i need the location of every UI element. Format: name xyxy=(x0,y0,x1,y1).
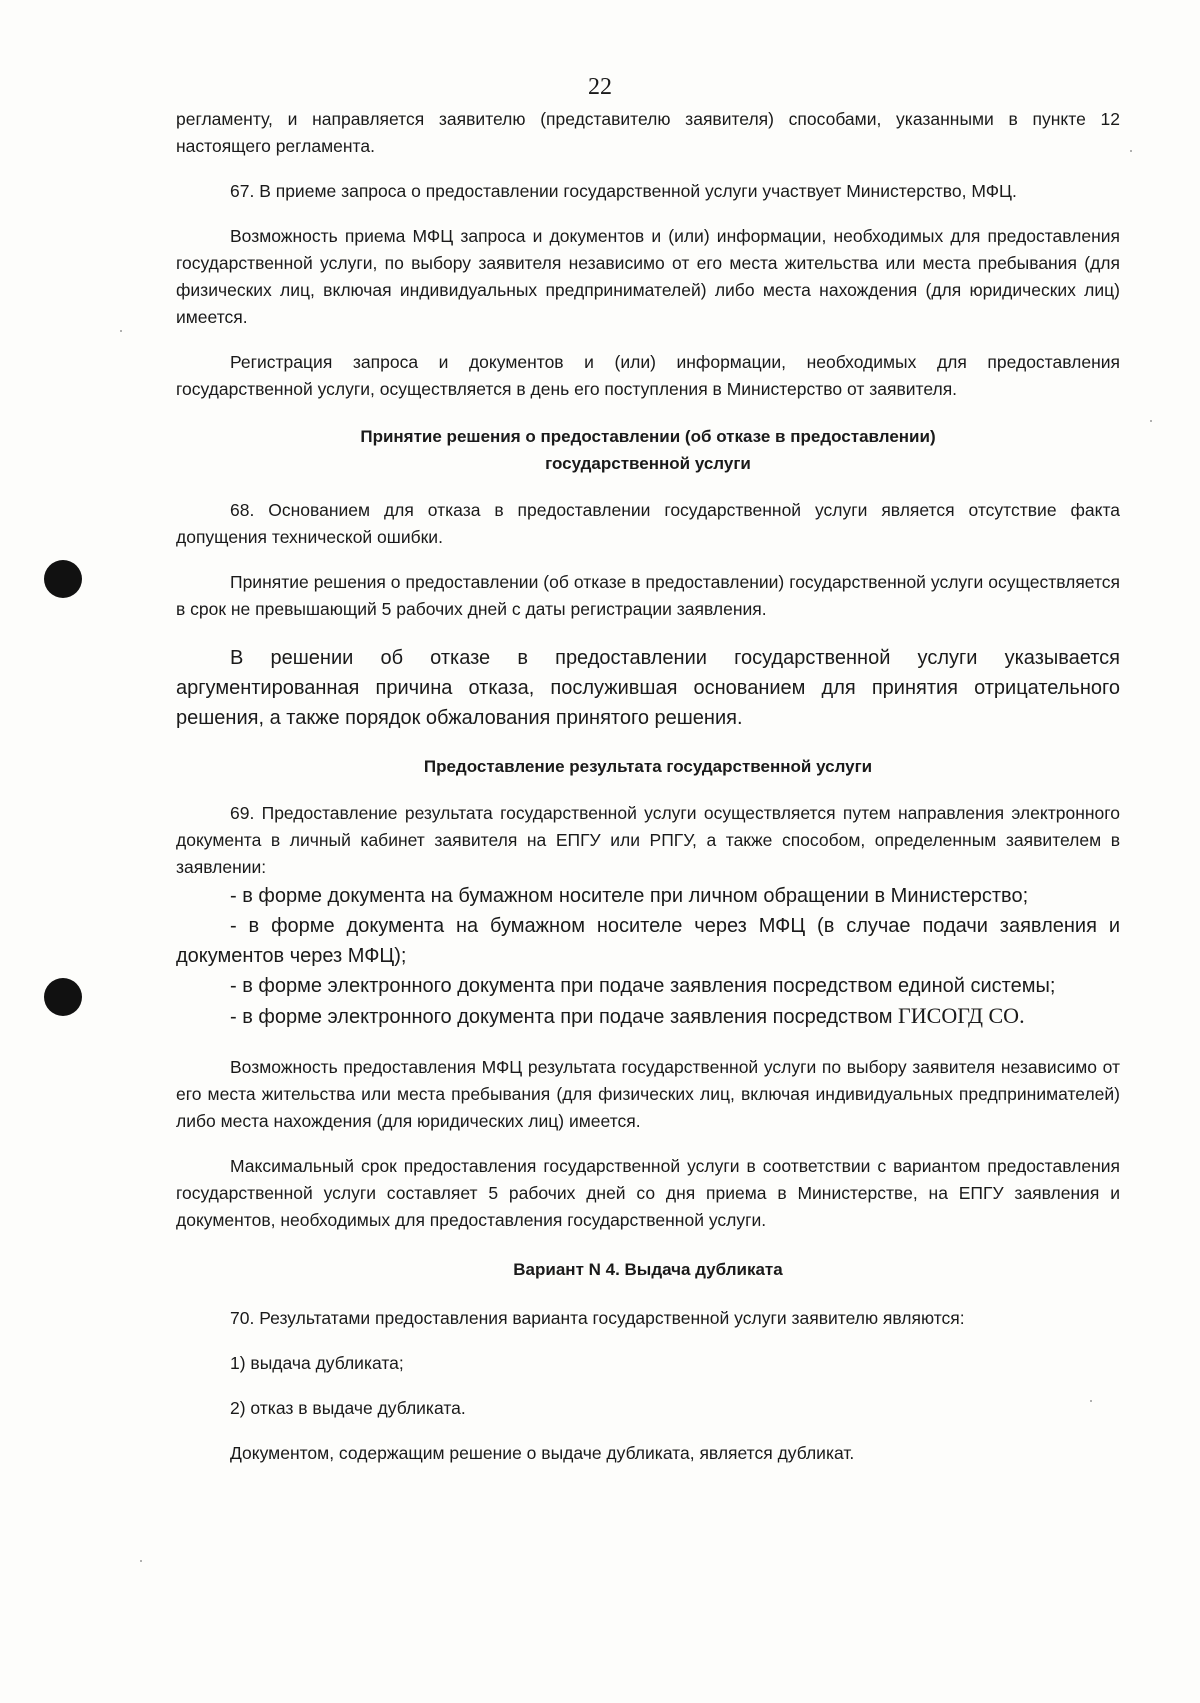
paragraph: 2) отказ в выдаче дубликата. xyxy=(230,1398,466,1418)
list-item xyxy=(176,1001,1120,1032)
scan-speck xyxy=(120,330,122,332)
scan-speck xyxy=(1150,420,1152,422)
paragraph: регламенту, и направляется заявителю (представителю заявителя) способами, указанными в пункте 12 настоящего регламента. xyxy=(176,109,1120,156)
list-item: - в форме документа на бумажном носителе при личном обращении в Министерство; xyxy=(230,885,1029,907)
section-heading xyxy=(176,423,1120,477)
scan-speck xyxy=(140,1560,142,1562)
paragraph: Документом, содержащим решение о выдаче дубликата, является дубликат. xyxy=(230,1443,855,1463)
punch-hole xyxy=(44,560,82,598)
paragraph: 68. Основанием для отказа в предоставлении государственной услуги является отсутствие факта допущения технической ошибки. xyxy=(176,500,1120,547)
paragraph: 70. Результатами предоставления варианта государственной услуги заявителю являются: xyxy=(230,1308,965,1328)
list-item: - в форме документа на бумажном носителе через МФЦ (в случае подачи заявления и документов через МФЦ); xyxy=(176,915,1120,967)
page-number: 22 xyxy=(588,74,612,100)
list-item: - в форме электронного документа при подаче заявления посредством единой системы; xyxy=(230,975,1056,997)
paragraph: Регистрация запроса и документов и (или) информации, необходимых для предоставления государственной услуги, осуществляется в день его поступления в Министерство от заявителя. xyxy=(176,352,1120,399)
list-item-text: - в форме электронного документа при подаче заявления посредством xyxy=(230,1006,899,1028)
paragraph: В решении об отказе в предоставлении государственной услуги указывается аргументированная причина отказа, послужившая основанием для принятия отрицательного решения, а также порядок обжалования принятого решения. xyxy=(176,647,1120,729)
paragraph: Максимальный срок предоставления государственной услуги в соответствии с вариантом предоставления государственной услуги составляет 5 рабочих дней со дня приема в Министерстве, на ЕПГУ заявления и документов, необходимых для предоставления государственной услуги. xyxy=(176,1156,1120,1230)
scan-speck xyxy=(1130,150,1132,152)
paragraph: 67. В приеме запроса о предоставлении государственной услуги участвует Министерство, МФЦ. xyxy=(230,181,1017,201)
heading-line: государственной услуги xyxy=(545,454,751,473)
paragraph: 69. Предоставление результата государственной услуги осуществляется путем направления электронного документа в личный кабинет заявителя на ЕПГУ или РПГУ, а также способом, определенным заявителем в заявлении: xyxy=(176,803,1120,877)
heading-line: Принятие решения о предоставлении (об отказе в предоставлении) xyxy=(360,427,936,446)
paragraph: Возможность приема МФЦ запроса и документов и (или) информации, необходимых для предоставления государственной услуги, по выбору заявителя независимо от его места жительства или места пребывания (для физических лиц, включая индивидуальных предпринимателей) либо места нахождения (для юридических лиц) имеется. xyxy=(176,226,1120,327)
document-body xyxy=(176,106,1120,1467)
paragraph: 1) выдача дубликата; xyxy=(230,1353,404,1373)
section-heading: Предоставление результата государственной услуги xyxy=(423,757,873,776)
punch-hole xyxy=(44,978,82,1016)
scan-speck xyxy=(1090,1400,1092,1402)
list-item-tail: ГИСОГД СО. xyxy=(898,1003,1025,1028)
section-heading: Вариант N 4. Выдача дубликата xyxy=(513,1260,783,1279)
paragraph: Принятие решения о предоставлении (об отказе в предоставлении) государственной услуги осуществляется в срок не превышающий 5 рабочих дней с даты регистрации заявления. xyxy=(176,572,1120,619)
paragraph: Возможность предоставления МФЦ результата государственной услуги по выбору заявителя независимо от его места жительства или места пребывания (для физических лиц, включая индивидуальных предпринимателей) либо места нахождения (для юридических лиц) имеется. xyxy=(176,1057,1120,1131)
